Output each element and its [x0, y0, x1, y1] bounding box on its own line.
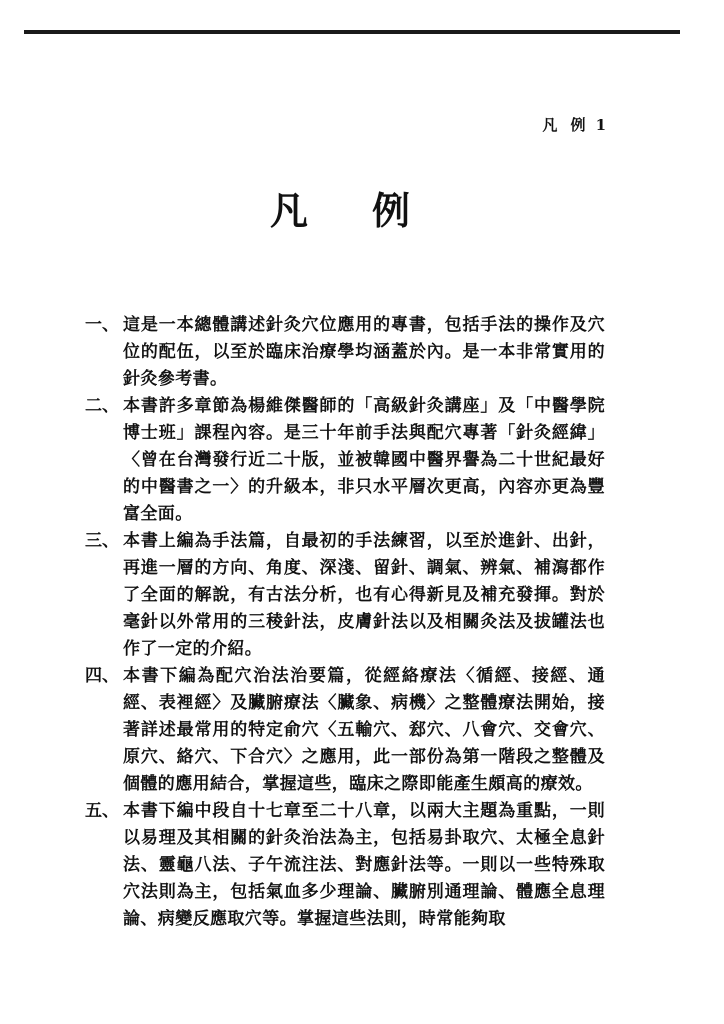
guidelines-list [85, 312, 605, 933]
item-text: 本書許多章節為楊維傑醫師的「高級針灸講座」及「中醫學院博士班」課程內容。是三十年前手法與配穴專著「針灸經緯」〈曾在台灣發行近二十版，並被韓國中醫界譽為二十世紀最好的中醫書之一〉的升級本，非只水平層次更高，內容亦更為豐富全面。 [123, 396, 605, 524]
item-number: 四、 [85, 666, 119, 686]
page-number: 1 [595, 116, 606, 134]
item-number: 二、 [85, 396, 119, 416]
item-text: 本書下編中段自十七章至二十八章，以兩大主題為重點，一則以易理及其相關的針灸治法為主，包括易卦取穴、太極全息針法、靈龜八法、子午流注法、對應針法等。一則以一些特殊取穴法則為主，包括氣血多少理論、臟腑別通理論、體應全息理論、病變反應取穴等。掌握這些法則，時常能夠取 [123, 801, 605, 929]
item-number: 三、 [85, 531, 119, 551]
list-item [85, 393, 605, 528]
item-text: 這是一本總體講述針灸穴位應用的專書，包括手法的操作及穴位的配伍，以至於臨床治療學均涵蓋於內。是一本非常實用的針灸參考書。 [123, 315, 605, 389]
item-number: 五、 [85, 801, 119, 821]
running-head [542, 114, 606, 135]
running-head-label: 凡 例 [542, 116, 590, 134]
page-title: 凡例 [270, 188, 475, 233]
list-item [85, 798, 605, 933]
list-item [85, 312, 605, 393]
list-item [85, 663, 605, 798]
list-item [85, 528, 605, 663]
item-number: 一、 [85, 315, 119, 335]
item-text: 本書下編為配穴治法治要篇，從經絡療法〈循經、接經、通經、表裡經〉及臟腑療法〈臟象、病機〉之整體療法開始，接著詳述最常用的特定俞穴〈五輸穴、郄穴、八會穴、交會穴、原穴、絡穴、下合穴〉之應用，此一部份為第一階段之整體及個體的應用結合，掌握這些，臨床之際即能產生頗高的療效。 [123, 666, 605, 794]
item-text: 本書上編為手法篇，自最初的手法練習，以至於進針、出針，再進一層的方向、角度、深淺、留針、調氣、辨氣、補瀉都作了全面的解說，有古法分析，也有心得新見及補充發揮。對於毫針以外常用的三稜針法，皮膚針法以及相關灸法及拔罐法也作了一定的介紹。 [123, 531, 605, 659]
top-rule [24, 30, 680, 34]
